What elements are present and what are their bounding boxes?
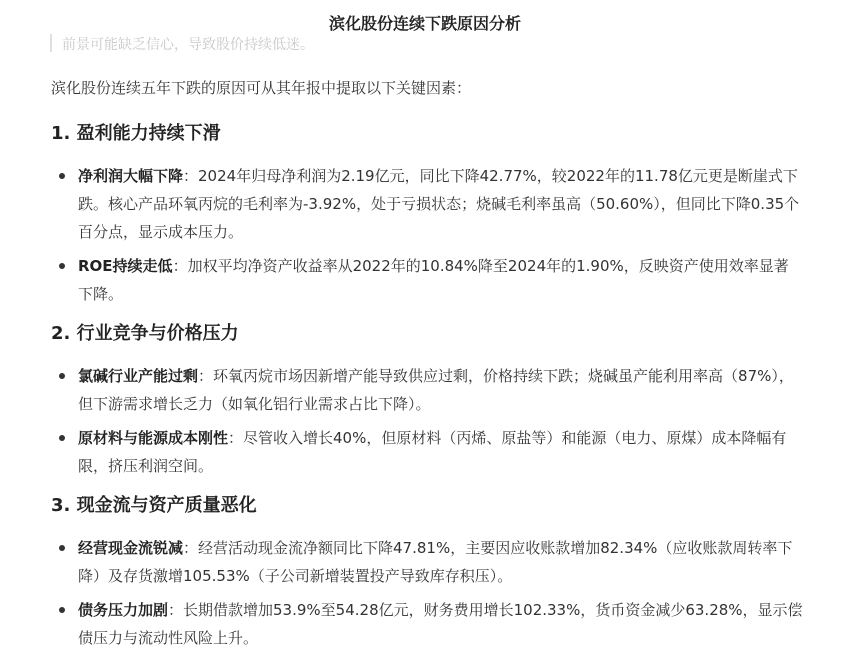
- item-text: ：加权平均净资产收益率从2022年的10.84%降至2024年的1.90%，反映资产使用效率显著下降。: [78, 257, 789, 303]
- bullet-dot-icon: [59, 435, 65, 441]
- list-item: [51, 534, 803, 590]
- item-term: 原材料与能源成本刚性: [78, 429, 229, 447]
- item-term: ROE持续走低: [78, 257, 173, 275]
- list-item: [51, 252, 803, 308]
- section-heading: 3. 现金流与资产质量恶化: [51, 495, 257, 516]
- bullet-dot-icon: [59, 263, 65, 269]
- list-item: [51, 162, 803, 246]
- item-text: ：2024年归母净利润为2.19亿元，同比下降42.77%，较2022年的11.78亿元更是断崖式下跌。核心产品环氧丙烷的毛利率为-3.92%，处于亏损状态；烧碱毛利率虽高（50.60%），但同比下降0.35个百分点，显示成本压力。: [78, 167, 800, 241]
- item-term: 氯碱行业产能过剩: [78, 367, 199, 385]
- bullet-dot-icon: [59, 545, 65, 551]
- bullet-list: [51, 162, 803, 308]
- section-heading: 1. 盈利能力持续下滑: [51, 123, 221, 144]
- item-text: ：经营活动现金流净额同比下降47.81%，主要因应收账款增加82.34%（应收账款周转率下降）及存货激增105.53%（子公司新增装置投产导致库存积压）。: [78, 539, 793, 585]
- page-title: 滨化股份连续下跌原因分析: [328, 14, 521, 33]
- bullet-list: [51, 534, 803, 652]
- bullet-dot-icon: [59, 607, 65, 613]
- item-term: 经营现金流锐减: [78, 539, 184, 557]
- bullet-list: [51, 362, 803, 480]
- bullet-dot-icon: [59, 373, 65, 379]
- section-2: [51, 320, 803, 480]
- list-item: [51, 596, 803, 652]
- list-item: [51, 424, 803, 480]
- bullet-dot-icon: [59, 173, 65, 179]
- section-3: [51, 492, 803, 652]
- intro-paragraph: 滨化股份连续五年下跌的原因可从其年报中提取以下关键因素：: [51, 79, 472, 97]
- item-text: ：长期借款增加53.9%至54.28亿元，财务费用增长102.33%，货币资金减少63.28%，显示偿债压力与流动性风险上升。: [78, 601, 803, 647]
- item-text: ：环氧丙烷市场因新增产能导致供应过剩，价格持续下跌；烧碱虽产能利用率高（87%），但下游需求增长乏力（如氧化铝行业需求占比下降）。: [78, 367, 794, 413]
- article-body: [51, 74, 803, 664]
- item-term: 净利润大幅下降: [78, 167, 184, 185]
- section-heading: 2. 行业竞争与价格压力: [51, 323, 239, 344]
- list-item: [51, 362, 803, 418]
- item-term: 债务压力加剧: [78, 601, 169, 619]
- section-1: [51, 120, 803, 308]
- item-text: ：尽管收入增长40%，但原材料（丙烯、原盐等）和能源（电力、原煤）成本降幅有限，挤压利润空间。: [78, 429, 787, 475]
- faded-previous-text: 前景可能缺乏信心，导致股价持续低迷。: [50, 34, 314, 52]
